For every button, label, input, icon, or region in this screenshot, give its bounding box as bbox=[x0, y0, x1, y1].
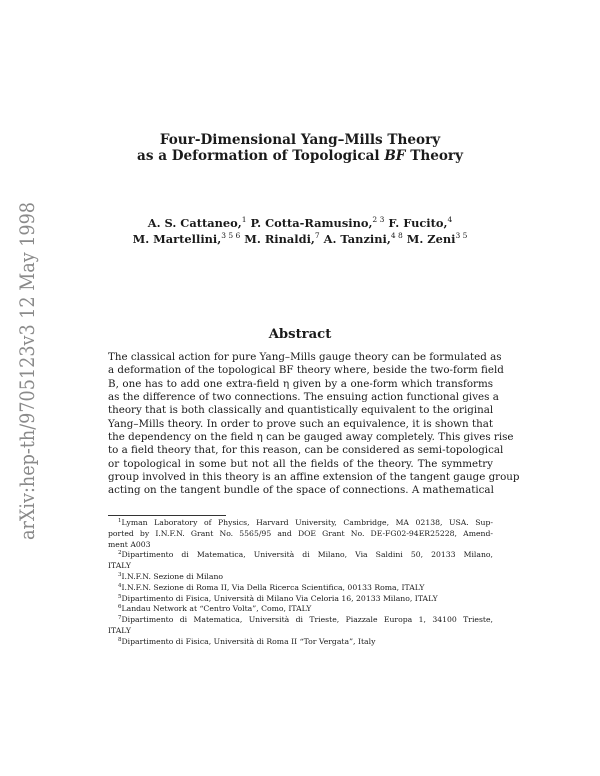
author-affiliation-marker: 3 5 6 bbox=[221, 231, 241, 240]
abstract-line: theory that is both classically and quantistically equivalent to the original bbox=[108, 404, 494, 417]
author-name: A. Tanzini, bbox=[319, 232, 391, 246]
abstract-line: to a field theory that, for this reason, can be considered as semi-topological bbox=[108, 444, 504, 457]
footnote-7 bbox=[108, 615, 493, 626]
footnote-text: Dipartimento di Fisica, Università di Milano Via Celoria 16, 20133 Milano, ITALY bbox=[121, 593, 438, 603]
footnote-marker: 2 bbox=[118, 550, 122, 557]
footnote-2 bbox=[108, 550, 493, 561]
arxiv-stamp-graphic bbox=[8, 165, 44, 540]
author-name: P. Cotta-Ramusino, bbox=[246, 216, 373, 230]
footnote-2-cont: ITALY bbox=[108, 561, 131, 571]
footnote-text: Landau Network at “Centro Volta”, Como, ITALY bbox=[121, 604, 312, 614]
author-list bbox=[60, 215, 540, 247]
author-name: F. Fucito, bbox=[384, 216, 448, 230]
title-line-1: Four-Dimensional Yang–Mills Theory bbox=[159, 132, 441, 148]
abstract-line: acting on the tangent bundle of the space of connections. A mathematical bbox=[108, 484, 494, 497]
footnote-text: Dipartimento di Matematica, Università di Trieste, Piazzale Europa 1, 34100 Trieste, bbox=[121, 615, 493, 625]
footnote-text: I.N.F.N. Sezione di Roma II, Via Della Ricerca Scientifica, 00133 Roma, ITALY bbox=[121, 582, 425, 592]
author-affiliation-marker: 3 5 bbox=[455, 231, 468, 240]
footnote-4 bbox=[108, 583, 493, 594]
abstract-body bbox=[108, 351, 520, 498]
abstract-line: or topological in some but not all the fields of the theory. The symmetry bbox=[108, 457, 493, 470]
footnote-text: Lyman Laboratory of Physics, Harvard University, Cambridge, MA 02138, USA. Sup- bbox=[121, 518, 493, 527]
footnote-1 bbox=[108, 518, 493, 529]
footnote-rule bbox=[108, 515, 226, 516]
arxiv-stamp bbox=[8, 165, 44, 540]
title-line-2-prefix: as a Deformation of Topological bbox=[137, 147, 385, 164]
footnote-marker: 7 bbox=[118, 615, 122, 622]
footnote-marker: 8 bbox=[118, 636, 122, 643]
footnote-text: Dipartimento di Matematica, Università di Milano, Via Saldini 50, 20133 Milano, bbox=[121, 550, 493, 560]
abstract-line: Yang–Mills theory. In order to prove such an equivalence, it is shown that bbox=[108, 417, 493, 430]
abstract-heading: Abstract bbox=[268, 327, 332, 342]
abstract-line: B, one has to add one extra-field η given by a one-form which transforms bbox=[108, 377, 493, 390]
footnotes bbox=[108, 515, 493, 648]
footnote-marker: 4 bbox=[118, 582, 122, 589]
footnote-marker: 1 bbox=[118, 518, 122, 524]
author-affiliation-marker: 4 bbox=[447, 215, 453, 224]
footnote-7-cont: ITALY bbox=[108, 625, 131, 635]
footnote-marker: 5 bbox=[118, 593, 122, 600]
abstract-line: group involved in this theory is an affine extension of the tangent gauge group bbox=[108, 471, 520, 484]
footnote-1-cont: ment A003 bbox=[108, 539, 151, 549]
footnote-6 bbox=[108, 604, 493, 615]
author-affiliation-marker: 4 8 bbox=[390, 231, 403, 240]
footnote-marker: 3 bbox=[118, 571, 122, 578]
footnote-marker: 6 bbox=[118, 604, 122, 611]
footnote-1-cont: ported by I.N.F.N. Grant No. 5565/95 and DOE Grant No. DE-FG02-94ER25228, Amend- bbox=[108, 528, 493, 538]
footnote-text: Dipartimento di Fisica, Università di Roma II “Tor Vergata”, Italy bbox=[121, 636, 376, 646]
author-affiliation-marker: 1 bbox=[241, 215, 247, 224]
author-affiliation-marker: 7 bbox=[314, 231, 320, 240]
author-line-2 bbox=[60, 231, 540, 247]
footnote-text: I.N.F.N. Sezione di Milano bbox=[121, 571, 224, 581]
abstract-line: The classical action for pure Yang–Mills gauge theory can be formulated as bbox=[108, 351, 502, 363]
author-affiliation-marker: 2 3 bbox=[372, 215, 385, 224]
title-math-bf: BF bbox=[384, 147, 406, 164]
footnote-5 bbox=[108, 594, 493, 605]
title-line-2-suffix: Theory bbox=[405, 147, 463, 164]
footnote-8 bbox=[108, 637, 493, 648]
footnote-3 bbox=[108, 572, 493, 583]
abstract-line: a deformation of the topological BF theory where, beside the two-form field bbox=[108, 364, 504, 377]
author-name: A. S. Cattaneo, bbox=[147, 216, 242, 230]
author-name: M. Rinaldi, bbox=[240, 232, 315, 246]
arxiv-id-text: arXiv:hep-th/9705123v3 12 May 1998 bbox=[16, 165, 39, 540]
abstract-line: the dependency on the field η can be gauged away completely. This gives rise bbox=[108, 431, 514, 444]
paper-title bbox=[100, 133, 500, 164]
author-line-1 bbox=[60, 215, 540, 231]
author-name: M. Zeni bbox=[402, 232, 456, 246]
title-line-2 bbox=[100, 149, 500, 165]
abstract-line: as the difference of two connections. The ensuing action functional gives a bbox=[108, 391, 499, 404]
author-name: M. Martellini, bbox=[132, 232, 222, 246]
